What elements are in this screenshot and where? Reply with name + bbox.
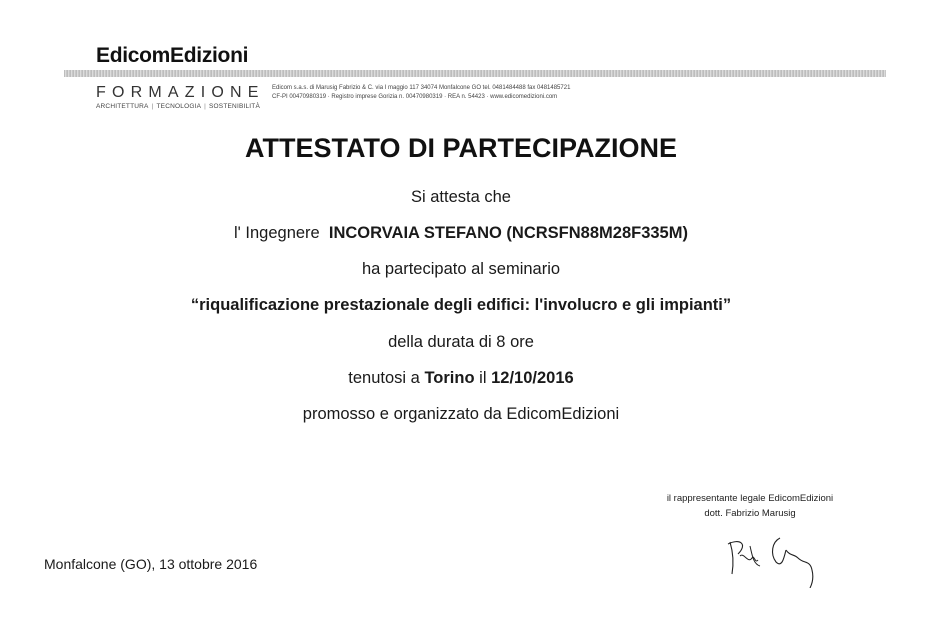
seminar-date: 12/10/2016	[491, 369, 574, 387]
handwritten-signature	[700, 528, 830, 588]
tagline-item: ARCHITETTURA	[96, 103, 149, 110]
signatory-name: dott. Fabrizio Marusig	[704, 508, 796, 519]
organizer-line: promosso e organizzato da EdicomEdizioni	[302, 405, 620, 423]
held-prefix: tenutosi a	[348, 369, 420, 387]
certificate-title: ATTESTATO DI PARTECIPAZIONE	[245, 133, 677, 163]
venue-line	[0, 369, 922, 388]
held-mid: il	[479, 369, 487, 387]
place-date: Monfalcone (GO), 13 ottobre 2016	[44, 556, 258, 572]
duration-line: della durata di 8 ore	[388, 333, 534, 351]
venue-city: Torino	[424, 369, 475, 387]
signatory-title: il rappresentante legale EdicomEdizioni	[666, 493, 834, 504]
division-tagline: ARCHITETTURA | TECNOLOGIA | SOSTENIBILITÀ	[96, 103, 261, 110]
recipient-prefix: l' Ingegnere	[234, 224, 320, 242]
recipient-line	[0, 224, 922, 243]
attesta-line: Si attesta che	[411, 188, 511, 206]
brand-logo: EdicomEdizioni	[96, 44, 249, 67]
tagline-item: SOSTENIBILITÀ	[209, 103, 261, 110]
company-info-line: Edicom s.a.s. di Marusig Fabrizio & C. via I maggio 117 34074 Monfalcone GO tel. 0481484488 fax 0481485721	[272, 85, 571, 91]
recipient-name: INCORVAIA STEFANO (NCRSFN88M28F335M)	[328, 224, 688, 242]
company-info	[272, 84, 570, 102]
tagline-item: TECNOLOGIA	[156, 103, 202, 110]
participation-line: ha partecipato al seminario	[361, 260, 561, 278]
seminar-title: “riqualificazione prestazionale degli edifici: l'involucro e gli impianti”	[190, 296, 732, 314]
division-name: FORMAZIONE	[96, 84, 265, 101]
company-info-line: CF-PI 00470980319 · Registro imprese Gorizia n. 00470980319 · REA n. 54423 · www.edicomedizioni.com	[272, 94, 558, 100]
header-band	[64, 70, 886, 77]
